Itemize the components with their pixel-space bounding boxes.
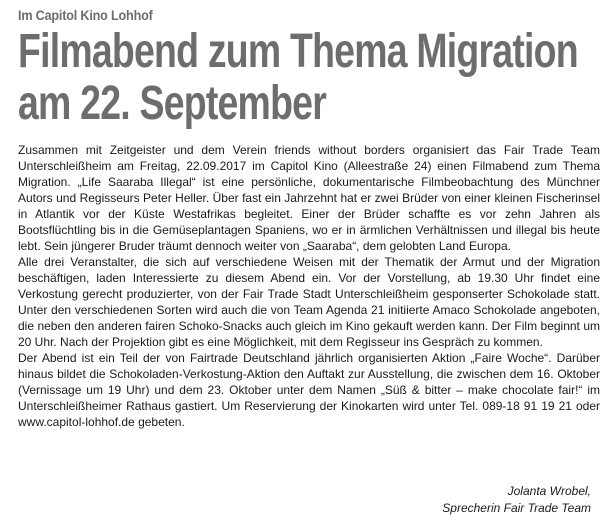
signature <box>442 483 591 517</box>
article <box>18 6 600 429</box>
headline <box>18 26 609 130</box>
headline-line-1: Filmabend zum Thema Migration <box>18 25 578 78</box>
signature-name: Jolanta Wrobel, <box>507 484 591 498</box>
paragraph-fair-week: Der Abend ist ein Teil der von Fairtrade Deutschland jährlich organisierten Aktion „Faire Woche“. Darüber hinaus bildet die Schokoladen-Verkostung-Aktion den Auftakt zur Ausstellung, die zwischen dem 16. Oktober (Vernissage um 19 Uhr) und dem 23. Oktober unter dem Namen „Süß & bitter – make chocolate fair!“ im Unterschleißheimer Rathaus gastiert. Um Reservierung der Kinokarten wird unter Tel. 089-18 91 19 21 oder www.capitol-lohhof.de gebeten. <box>18 351 600 429</box>
article-body <box>18 142 600 430</box>
paragraph-intro: Zusammen mit Zeitgeister und dem Verein friends without borders organisiert das Fair Trade Team Unterschleißheim am Freitag, 22.09.2017 im Capitol Kino (Alleestraße 24) einen Filmabend zum Thema Migration. „Life Saaraba Illegal“ ist eine persönliche, dokumentarische Filmbeobachtung des Münchner Autors und Regisseurs Peter Heller. Über fast ein Jahrzehnt hat er zwei Brüder von einer kleinen Fischerinsel in Atlantik vor der Küste Westafrikas begleitet. Einer der Brüder schaffte es vor zehn Jahren als Bootsflüchtling bis in die Gemüseplantagen Spaniens, wo er in ärmlichen Verhältnissen und illegal bis heute lebt. Sein jüngerer Bruder träumt dennoch weiter von „Saaraba“, dem gelobten Land Europa. <box>18 143 600 253</box>
paragraph-organizers: Alle drei Veranstalter, die sich auf verschiedene Weisen mit der Thematik der Armut und der Migration beschäftigen, laden Interessierte zu diesem Abend ein. Vor der Vorstellung, ab 19.30 Uhr findet eine Verkostung gerecht produzierter, von der Fair Trade Stadt Unterschleißheim gesponserter Schokolade statt. Unter den verschiedenen Sorten wird auch die von Team Agenda 21 initiierte Amaco Schokolade angeboten, die neben den anderen fairen Schoko-Snacks auch gleich im Kino gekauft werden kann. Der Film beginnt um 20 Uhr. Nach der Projektion gibt es eine Möglichkeit, mit dem Regisseur ins Gespräch zu kommen. <box>18 255 600 349</box>
headline-line-2: am 22. September <box>18 77 326 130</box>
signature-role: Sprecherin Fair Trade Team <box>442 501 591 515</box>
kicker-location: Im Capitol Kino Lohhof <box>18 7 153 23</box>
